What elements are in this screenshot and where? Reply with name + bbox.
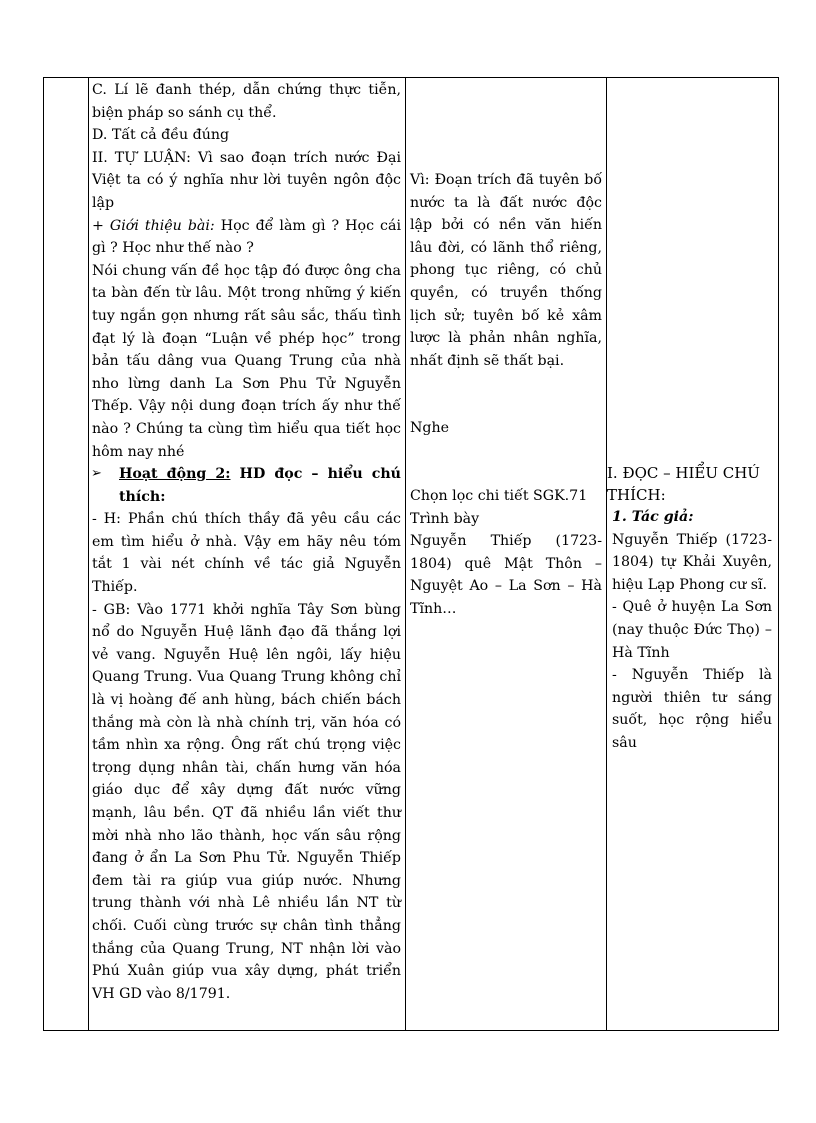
intro-paragraph <box>89 215 405 260</box>
option-d: D. Tất cả đều đúng <box>92 127 230 144</box>
answer-listen: Nghe <box>410 420 450 437</box>
essay-question: II. TỰ LUẬN: Vì sao đoạn trích nước Đại Việt ta có ý nghĩa như lời tuyên ngôn độc lập <box>92 149 401 211</box>
answer-select: Chọn lọc chi tiết SGK.71 <box>410 487 588 504</box>
lesson-table <box>43 77 779 1031</box>
section-heading: I. ĐỌC – HIỂU CHÚ THÍCH: <box>607 464 760 504</box>
activity-heading <box>89 463 405 508</box>
activity-label: Hoạt động 2: <box>119 466 231 483</box>
column-content <box>607 78 779 1031</box>
intro-label: + Giới thiệu bài: <box>92 217 215 234</box>
intro-body: Nói chung vấn đề học tập đó được ông cha ta bàn đến từ lâu. Một trong những ý kiến tuy ngắn gọn nhưng rất sâu sắc, thấu tình đạt lý là đoạn “Luận về phép học” trong bản tấu dâng vua Quang Trung của nhà nho lừng danh La Sơn Phu Tử Nguyễn Thếp. Vậy nội dung đoạn trích ấy như thế nào ? Chúng ta cùng tìm hiểu qua tiết học hôm nay nhé <box>92 262 401 460</box>
option-c: C. Lí lẽ đanh thép, dẫn chứng thực tiễn, biện pháp so sánh cụ thể. <box>92 82 401 121</box>
answer-essay: Vì: Đoạn trích đã tuyên bố nước ta là đất nước độc lập bởi có nền văn hiến lâu đời, có lãnh thổ riêng, phong tục riêng, có chủ quyền, có truyền thống lịch sử; tuyên bố kẻ xâm lược là phản nhân nghĩa, nhất định sẽ thất bại. <box>410 172 602 369</box>
author-character: - Nguyễn Thiếp là người thiên tư sáng suốt, học rộng hiểu sâu <box>612 667 772 751</box>
author-info: Nguyễn Thiếp (1723-1804) tự Khải Xuyên, hiệu Lạp Phong cư sĩ. <box>612 531 772 593</box>
column-empty <box>44 78 89 1031</box>
answer-author: Nguyễn Thiếp (1723-1804) quê Mật Thôn – Nguyệt Ao – La Sơn – Hà Tĩnh… <box>410 533 602 617</box>
intro-text: Học để làm gì ? Học cái gì ? Học như thế nào ? <box>92 217 402 257</box>
question-author: - H: Phần chú thích thầy đã yêu cầu các em tìm hiểu ở nhà. Vậy em hãy nêu tóm tắt 1 vài nét chính về tác giả Nguyễn Thiếp. <box>92 511 401 596</box>
column-teacher-activity <box>89 78 406 1031</box>
answer-present: Trình bày <box>410 510 480 527</box>
author-hometown: - Quê ở huyện La Sơn (nay thuộc Đức Thọ) – Hà Tĩnh <box>612 599 772 661</box>
teacher-explanation: - GB: Vào 1771 khởi nghĩa Tây Sơn bùng nổ do Nguyễn Huệ lãnh đạo đã thắng lợi vẻ vang. Nguyễn Huệ lên ngôi, lấy hiệu Quang Trung. Vua Quang Trung không chỉ là vị hoàng đế anh hùng, bách chiến bách thắng mà còn là nhà chính trị, văn hóa có tầm nhìn xa rộng. Ông rất chú trọng việc trọng dụng nhân tài, chấn hưng văn hóa giáo dục để xây dựng đất nước vững mạnh, lâu bền. QT đã nhiều lần viết thư mời nhà nho lão thành, học vấn sâu rộng đang ở ẩn La Sơn Phu Tử. Nguyễn Thiếp đem tài ra giúp vua giúp nước. Nhưng trung thành với nhà Lê nhiều lần NT từ chối. Cuối cùng trước sự chân tình thẳng thắng của Quang Trung, NT nhận lời vào Phú Xuân giúp vua xây dựng, phát triển VH GD vào 8/1791. <box>92 601 401 1002</box>
activity-text: HD đọc – hiểu chú thích: <box>119 466 401 505</box>
column-student-activity <box>406 78 607 1031</box>
subsection-heading: 1. Tác giả: <box>612 509 694 525</box>
arrow-bullet-icon: ➢ <box>91 466 102 482</box>
